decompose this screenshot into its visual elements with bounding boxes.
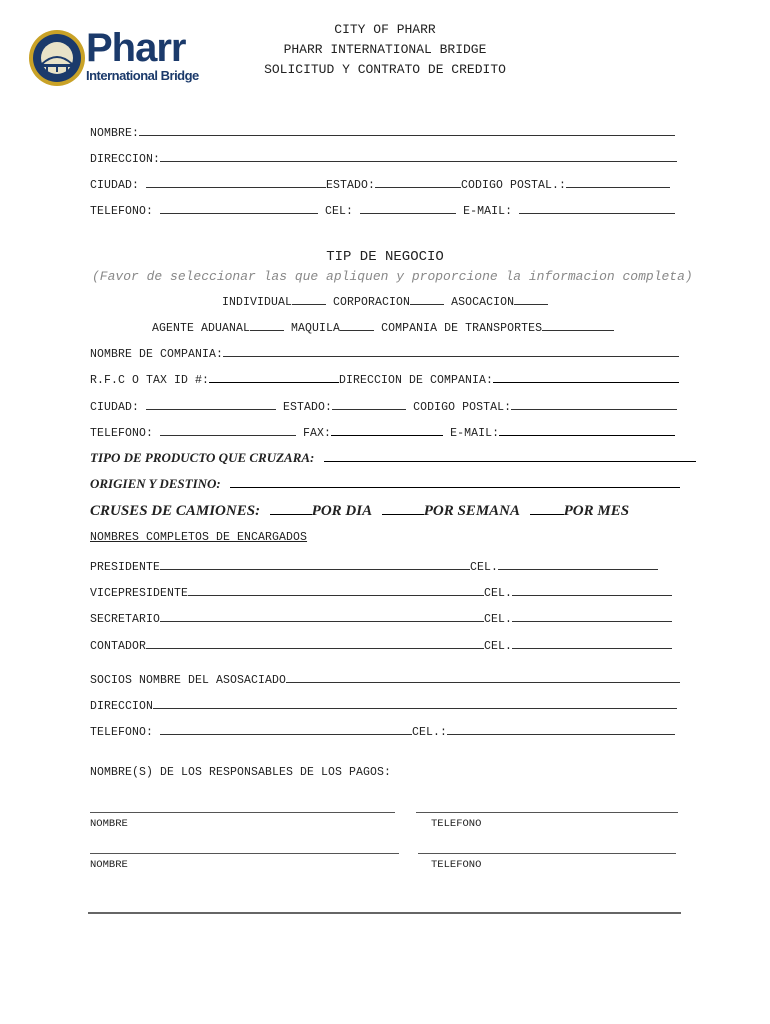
field-por-semana[interactable] (382, 503, 424, 515)
row-ciudad-2 (90, 398, 677, 414)
field-agente-aduanal[interactable] (250, 319, 284, 331)
label-contador: CONTADOR (90, 640, 147, 653)
label-direccion: DIRECCION: (90, 153, 161, 166)
label-compania-transportes: COMPANIA DE TRANSPORTES (381, 322, 543, 335)
logo-subtitle: International Bridge (86, 68, 199, 83)
row-socios (90, 671, 680, 687)
row-presidente (90, 558, 658, 574)
label-por-mes: POR MES (563, 503, 630, 519)
header-form-title: SOLICITUD Y CONTRATO DE CREDITO (264, 62, 506, 77)
label-por-semana: POR SEMANA (423, 503, 520, 519)
label-socios: SOCIOS NOMBRE DEL ASOSACIADO (90, 674, 287, 687)
logo-word: Pharr (86, 26, 186, 70)
label-individual: INDIVIDUAL (222, 296, 293, 309)
field-estado[interactable] (375, 176, 461, 188)
label-socios-telefono: TELEFONO: (90, 726, 154, 739)
field-socios-telefono[interactable] (160, 723, 412, 735)
label-cel-vicepresidente: CEL. (484, 587, 513, 600)
field-tipo-producto[interactable] (324, 450, 696, 462)
label-fax: FAX: (303, 427, 332, 440)
label-pagos-telefono-2: TELEFONO (431, 859, 482, 871)
field-origen-destino[interactable] (230, 476, 680, 488)
label-socios-cel: CEL.: (412, 726, 448, 739)
pagos-title: NOMBRE(S) DE LOS RESPONSABLES DE LOS PAGOS: (90, 766, 392, 779)
row-rfc (90, 371, 679, 387)
label-codigo-postal: CODIGO POSTAL.: (461, 179, 567, 192)
field-individual[interactable] (292, 293, 326, 305)
label-secretario: SECRETARIO (90, 613, 161, 626)
field-nombre-compania[interactable] (223, 345, 679, 357)
row-tipo-actividad (152, 319, 614, 335)
label-email: E-MAIL: (463, 205, 513, 218)
field-cel-presidente[interactable] (498, 558, 658, 570)
row-nombre (90, 124, 675, 140)
label-ciudad: CIUDAD: (90, 179, 140, 192)
label-origen-destino: ORIGIEN Y DESTINO: (90, 476, 221, 491)
row-contador (90, 637, 672, 653)
field-maquila[interactable] (340, 319, 374, 331)
label-codigo-postal-2: CODIGO POSTAL: (413, 401, 512, 414)
field-presidente[interactable] (160, 558, 470, 570)
label-rfc: R.F.C O TAX ID #: (90, 374, 210, 387)
header-bridge: PHARR INTERNATIONAL BRIDGE (283, 42, 487, 57)
row-vicepresidente (90, 584, 672, 600)
label-cel: CEL: (325, 205, 354, 218)
label-agente-aduanal: AGENTE ADUANAL (152, 322, 251, 335)
label-pagos-nombre-2: NOMBRE (90, 859, 128, 871)
label-estado-2: ESTADO: (283, 401, 333, 414)
field-direccion[interactable] (160, 150, 677, 162)
label-nombre-compania: NOMBRE DE COMPANIA: (90, 348, 224, 361)
label-cel-presidente: CEL. (470, 561, 499, 574)
field-socios-direccion[interactable] (153, 697, 677, 709)
row-nombre-compania (90, 345, 679, 361)
field-cel-contador[interactable] (512, 637, 672, 649)
field-pagos-nombre-2[interactable] (90, 853, 399, 854)
label-estado: ESTADO: (326, 179, 376, 192)
field-vicepresidente[interactable] (188, 584, 484, 596)
field-cel-vicepresidente[interactable] (512, 584, 672, 596)
field-socios[interactable] (286, 671, 680, 683)
label-cel-contador: CEL. (484, 640, 513, 653)
field-pagos-nombre-1[interactable] (90, 812, 395, 813)
row-cruses (90, 502, 629, 520)
encargados-title: NOMBRES COMPLETOS DE ENCARGADOS (90, 531, 308, 544)
field-corporacion[interactable] (410, 293, 444, 305)
label-corporacion: CORPORACION (333, 296, 411, 309)
field-telefono[interactable] (160, 202, 318, 214)
label-cel-secretario: CEL. (484, 613, 513, 626)
label-email-2: E-MAIL: (450, 427, 500, 440)
field-pagos-telefono-2[interactable] (418, 853, 676, 854)
negocio-title: TIP DE NEGOCIO (326, 249, 444, 265)
field-telefono-2[interactable] (160, 424, 296, 436)
label-telefono-2: TELEFONO: (90, 427, 154, 440)
label-socios-direccion: DIRECCION (90, 700, 154, 713)
label-cruses: CRUSES DE CAMIONES: (90, 503, 261, 519)
row-secretario (90, 610, 672, 626)
row-socios-telefono (90, 723, 675, 739)
row-direccion (90, 150, 677, 166)
label-maquila: MAQUILA (291, 322, 341, 335)
field-por-dia[interactable] (270, 503, 312, 515)
label-nombre: NOMBRE: (90, 127, 140, 140)
field-ciudad[interactable] (146, 176, 326, 188)
field-cel[interactable] (360, 202, 456, 214)
row-socios-direccion (90, 697, 677, 713)
label-asocacion: ASOCACION (451, 296, 515, 309)
label-direccion-compania: DIRECCION DE COMPANIA: (339, 374, 494, 387)
negocio-hint: (Favor de seleccionar las que apliquen y proporcione la informacion completa) (92, 269, 693, 284)
row-tipo-producto (90, 449, 696, 467)
field-cel-secretario[interactable] (512, 610, 672, 622)
field-asocacion[interactable] (514, 293, 548, 305)
header-city: CITY OF PHARR (334, 22, 436, 37)
label-tipo-producto: TIPO DE PRODUCTO QUE CRUZARA: (90, 450, 315, 465)
label-pagos-telefono-1: TELEFONO (431, 818, 482, 830)
field-estado-2[interactable] (332, 398, 406, 410)
field-email[interactable] (519, 202, 675, 214)
label-presidente: PRESIDENTE (90, 561, 161, 574)
field-email-2[interactable] (499, 424, 675, 436)
field-fax[interactable] (331, 424, 443, 436)
row-origen-destino (90, 475, 680, 493)
row-telefono-2 (90, 424, 675, 440)
field-direccion-compania[interactable] (493, 371, 679, 383)
field-secretario[interactable] (160, 610, 484, 622)
field-ciudad-2[interactable] (146, 398, 276, 410)
field-pagos-telefono-1[interactable] (416, 812, 678, 813)
row-tipo-entidad (222, 293, 548, 309)
field-contador[interactable] (146, 637, 484, 649)
field-socios-cel[interactable] (447, 723, 675, 735)
label-pagos-nombre-1: NOMBRE (90, 818, 128, 830)
label-por-dia: POR DIA (311, 503, 373, 519)
pharr-bridge-logo (28, 28, 198, 88)
field-nombre[interactable] (139, 124, 675, 136)
bottom-divider (88, 912, 681, 914)
row-telefono (90, 202, 675, 218)
field-por-mes[interactable] (530, 503, 564, 515)
field-compania-transportes[interactable] (542, 319, 614, 331)
field-rfc[interactable] (209, 371, 339, 383)
row-ciudad (90, 176, 670, 192)
field-codigo-postal-2[interactable] (511, 398, 677, 410)
label-vicepresidente: VICEPRESIDENTE (90, 587, 189, 600)
label-ciudad-2: CIUDAD: (90, 401, 140, 414)
field-codigo-postal[interactable] (566, 176, 670, 188)
label-telefono: TELEFONO: (90, 205, 154, 218)
